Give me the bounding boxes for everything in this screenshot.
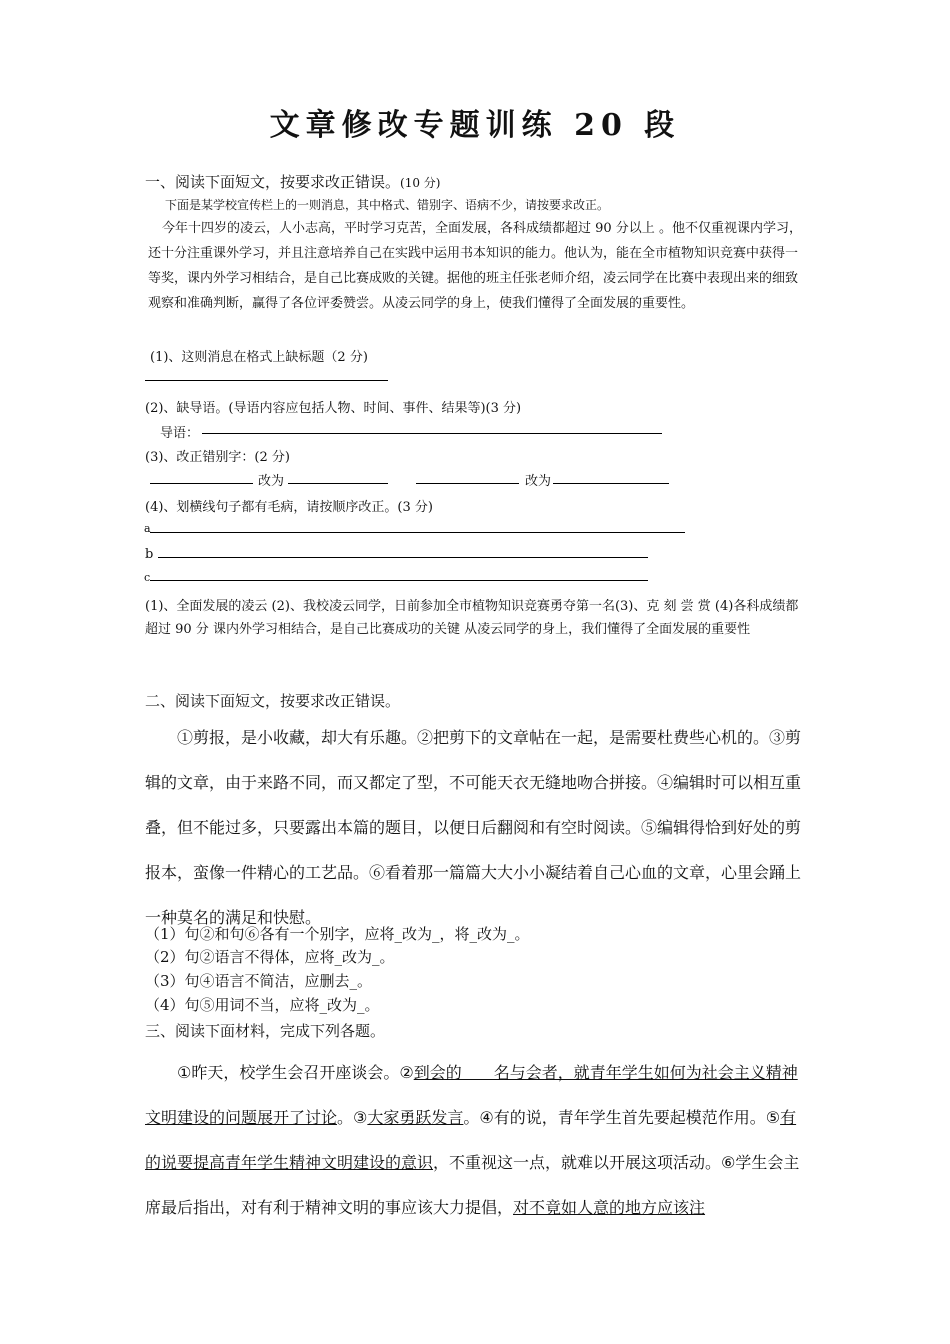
section2-question-1: （1）句②和句⑥各有一个别字，应将_改为_，将_改为_。 <box>145 925 530 943</box>
section2-question-3: （3）句④语言不简洁，应删去_。 <box>145 972 373 990</box>
section3-text-3: 。④有的说，青年学生首先要起模范作用。⑤ <box>463 1108 781 1127</box>
q4-line-c[interactable] <box>150 580 648 581</box>
section1-heading <box>145 172 440 193</box>
q3-blank-3[interactable] <box>416 483 519 484</box>
section3-underlined-2: 大家勇跃发言 <box>367 1108 464 1127</box>
section2-passage: ①剪报，是小收藏，却大有乐趣。②把剪下的文章帖在一起，是需要杜费些心机的。③剪辑的文章，由于来路不同，而又都定了型，不可能天衣无缝地吻合拼接。④编辑时可以相互重叠，但不能过多，只要露出本篇的题目，以便日后翻阅和有空时阅读。⑤编辑得恰到好处的剪报本，蛮像一件精心的工艺品。⑥看着那一篇篇大大小小凝结着自己心血的文章，心里会踊上一种莫名的满足和快慰。 <box>145 728 802 927</box>
q4-line-b[interactable] <box>158 557 648 558</box>
section1-score: (10 分) <box>400 176 441 190</box>
section2-question-4: （4）句⑤用词不当，应将_改为_。 <box>145 996 380 1014</box>
q2-text: (2)、缺导语。(导语内容应包括人物、时间、事件、结果等)(3 分) <box>145 401 522 416</box>
section1-passage: 今年十四岁的凌云，人小志高，平时学习克苦，全面发展，各科成绩都超过 90 分以上 。他不仅重视课内学习，还十分注重课外学习，并且注意培养自己在实践中运用书本知识的能力。他认为，能在全市植物知识竞赛中获得一等奖，课内外学习相结合，是自己比赛成败的关键。据他的班主任张老师介绍，凌云同学在比赛中表现出来的细致观察和准确判断，赢得了各位评委赞尝。从凌云同学的身上，使我们懂得了全面发展的重要性。 <box>148 221 802 311</box>
q2-answer-line[interactable] <box>202 433 662 434</box>
page-title: 文章修改专题训练 20 段 <box>269 108 681 143</box>
section1-intro: 下面是某学校宣传栏上的一则消息，其中格式、错别字、语病不少，请按要求改正。 <box>165 198 610 212</box>
section3-text-4: ，不重视这一点，就难以开展这项活动。⑥学生会主席最后指出，对有利于精神文明的事应该大力提倡， <box>145 1153 800 1217</box>
section3-underlined-1: 到会的 名与会者，就青年学生如何为社会主义精神文明建设的问题展开了讨论 <box>145 1063 798 1127</box>
section2-heading: 二、阅读下面短文，按要求改正错误。 <box>145 692 401 710</box>
q4-label-c: c <box>144 571 151 584</box>
section3-heading: 三、阅读下面材料，完成下列各题。 <box>145 1022 386 1040</box>
section3-text-1: ①昨天，校学生会召开座谈会。② <box>177 1063 414 1082</box>
q3-blank-4[interactable] <box>553 483 669 484</box>
section3-underlined-3: 有的说要提高青年学生精神文明建设的意识 <box>145 1108 797 1172</box>
section3-passage <box>145 1050 810 1230</box>
q3-change-label-1: 改为 <box>258 474 285 489</box>
q2-label: 导语： <box>160 426 200 441</box>
q3-change-label-2: 改为 <box>525 474 552 489</box>
q1-text: (1)、这则消息在格式上缺标题（2 分) <box>150 350 368 365</box>
q4-label-b: b <box>145 547 154 562</box>
q3-text: (3)、改正错别字：(2 分) <box>145 450 290 465</box>
q3-blank-1[interactable] <box>150 483 253 484</box>
q4-text: (4)、划横线句子都有毛病，请按顺序改正。(3 分) <box>145 500 433 515</box>
section1-heading-text: 一、阅读下面短文，按要求改正错误。 <box>145 173 401 191</box>
section1-answer: (1)、全面发展的凌云 (2)、我校凌云同学，日前参加全市植物知识竞赛勇夺第一名(3)、克 刻 尝 赏 (4)各科成绩都超过 90 分 课内外学习相结合，是自己比赛成功的关键 从凌云同学的身上，我们懂得了全面发展的重要性 <box>145 599 799 637</box>
q4-label-a: a <box>144 522 151 535</box>
section3-text-2: 。③ <box>337 1108 368 1127</box>
section2-question-2: （2）句②语言不得体，应将_改为_。 <box>145 948 395 966</box>
section3-underlined-4: 对不竟如人意的地方应该注 <box>513 1198 706 1217</box>
q3-blank-2[interactable] <box>288 483 388 484</box>
q1-answer-line[interactable] <box>145 380 388 381</box>
q4-line-a[interactable] <box>150 532 685 533</box>
